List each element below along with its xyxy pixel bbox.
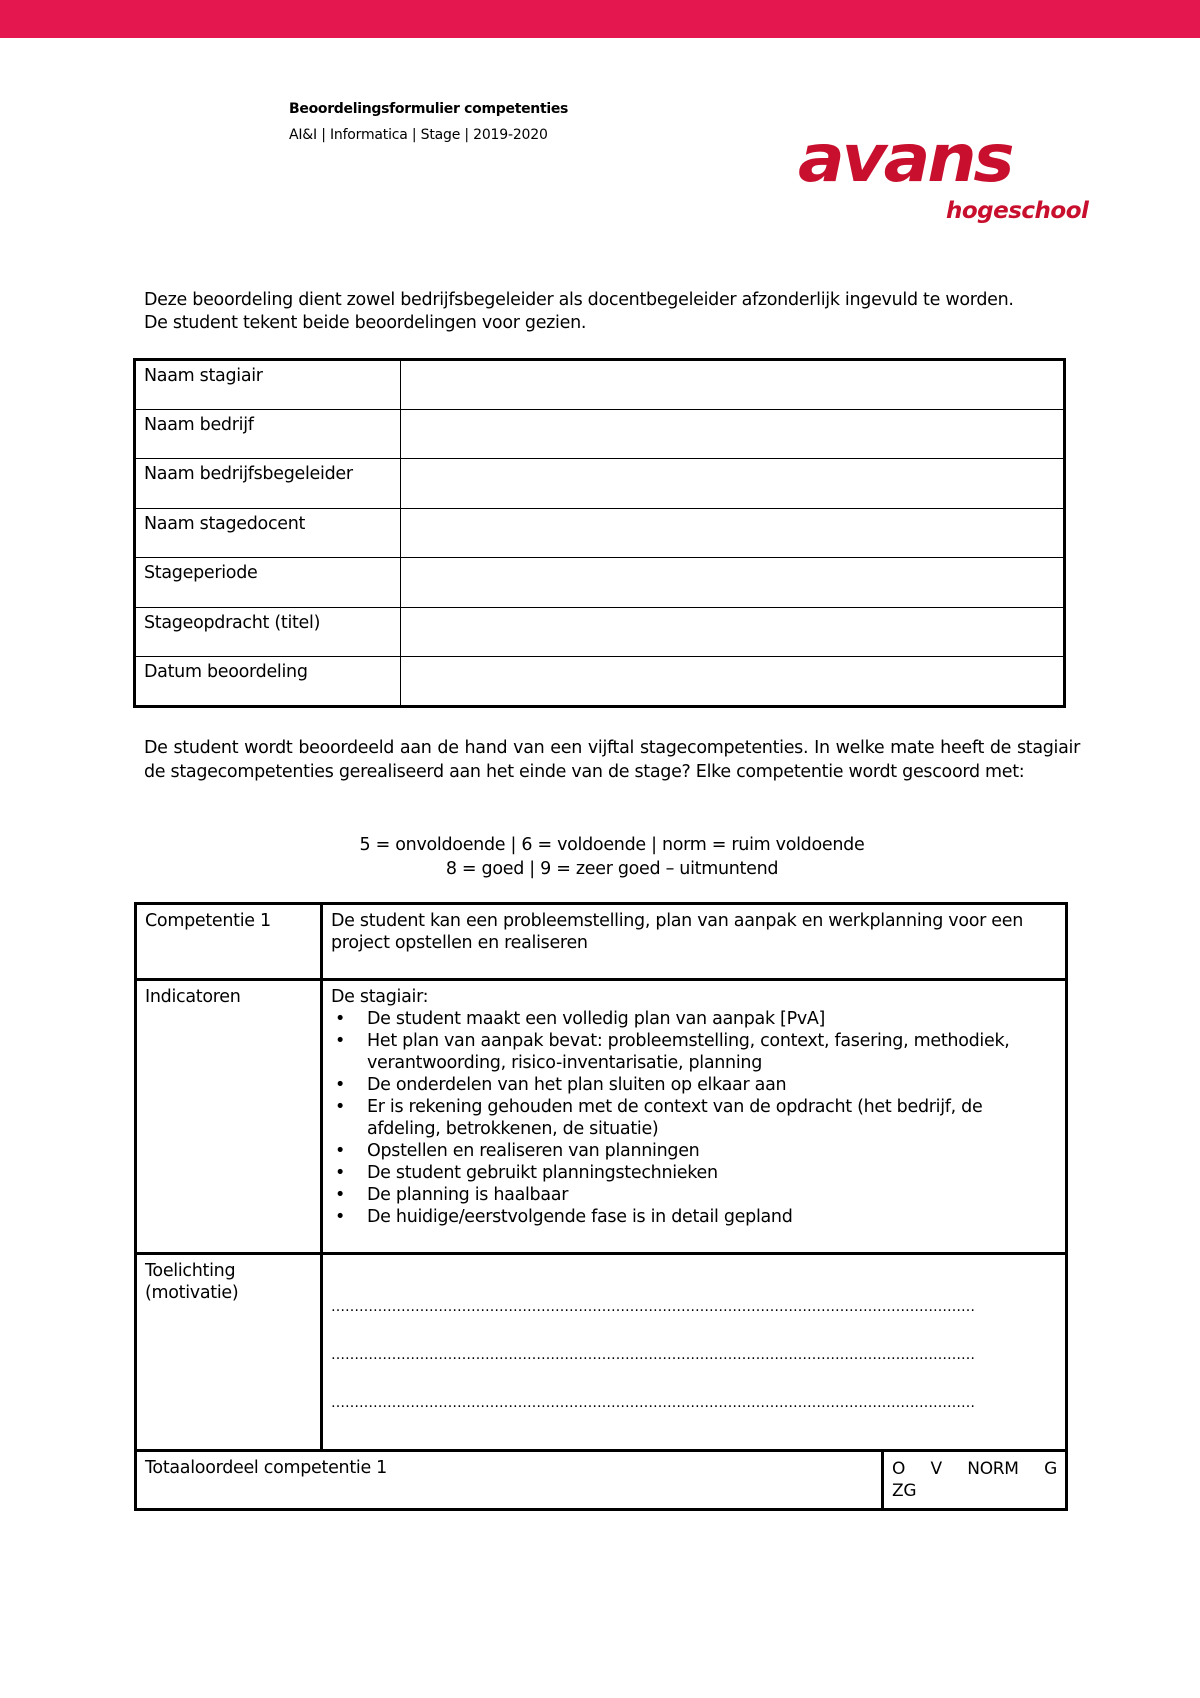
toelichting-row [136, 1254, 1067, 1451]
dotted-line: ………………………………………………………………………………………………………………………… [331, 1395, 975, 1411]
info-label: Stageopdracht (titel) [135, 607, 401, 657]
logo-wordmark: avans [798, 120, 1012, 197]
score-option-zg[interactable]: ZG [892, 1481, 917, 1501]
info-label: Naam stagedocent [135, 508, 401, 558]
info-row [135, 607, 1065, 657]
indicator-item: • De huidige/eerstvolgende fase is in detail gepland [331, 1206, 1057, 1228]
dotted-lines [331, 1283, 975, 1427]
info-value-field[interactable] [401, 360, 1065, 410]
avans-logo [798, 120, 1089, 240]
indicator-item: • De onderdelen van het plan sluiten op elkaar aan [331, 1074, 1057, 1096]
competence-label: Competentie 1 [136, 904, 322, 980]
info-row [135, 459, 1065, 509]
intro-line-1: Deze beoordeling dient zowel bedrijfsbegeleider als docentbegeleider afzonderlijk ingevuld te worden. [144, 290, 1014, 310]
info-value-field[interactable] [401, 657, 1065, 707]
student-info-table [133, 358, 1066, 708]
indicator-item: • Er is rekening gehouden met de context van de opdracht (het bedrijf, de afdeling, betrokkenen, de situatie) [331, 1096, 1057, 1140]
document-title: Beoordelingsformulier competenties [289, 101, 569, 117]
brand-header-bar [0, 0, 1200, 38]
info-row [135, 508, 1065, 558]
indicator-item: • Het plan van aanpak bevat: probleemstelling, context, fasering, methodiek, verantwoording, risico-inventarisatie, planning [331, 1030, 1057, 1074]
info-row [135, 657, 1065, 707]
info-value-field[interactable] [401, 409, 1065, 459]
competence-table [134, 902, 1068, 1511]
info-value-field[interactable] [401, 459, 1065, 509]
info-value-field[interactable] [401, 508, 1065, 558]
info-label: Datum beoordeling [135, 657, 401, 707]
indicators-label: Indicatoren [136, 980, 322, 1254]
info-label: Naam bedrijfsbegeleider [135, 459, 401, 509]
logo-subtitle: hogeschool [946, 198, 1089, 224]
assessment-explanation: De student wordt beoordeeld aan de hand van een vijftal stagecompetenties. In welke mate heeft de stagiair de stagecompetenties gerealiseerd aan het einde van de stage? Elke competentie wordt gescoord met: [144, 738, 1080, 782]
info-label: Stageperiode [135, 558, 401, 608]
total-label: Totaaloordeel competentie 1 [136, 1451, 883, 1510]
indicator-item: • De student maakt een volledig plan van aanpak [PvA] [331, 1008, 1057, 1030]
intro-line-2: De student tekent beide beoordelingen voor gezien. [144, 313, 587, 333]
info-value-field[interactable] [401, 558, 1065, 608]
toelichting-field[interactable] [322, 1254, 1067, 1451]
score-option-g[interactable]: G [1044, 1459, 1057, 1479]
score-option-v[interactable]: V [930, 1459, 942, 1479]
score-options [883, 1451, 1067, 1510]
grading-scale-line-2: 8 = goed | 9 = zeer goed – uitmuntend [445, 859, 779, 879]
indicator-item: • De student gebruikt planningstechnieken [331, 1162, 1057, 1184]
score-option-o[interactable]: O [892, 1459, 906, 1479]
total-row [136, 1451, 1067, 1510]
info-value-field[interactable] [401, 607, 1065, 657]
info-label: Naam bedrijf [135, 409, 401, 459]
competence-description: De student kan een probleemstelling, plan van aanpak en werkplanning voor een project opstellen en realiseren [322, 904, 1067, 980]
grading-scale-line-1: 5 = onvoldoende | 6 = voldoende | norm = ruim voldoende [359, 835, 865, 855]
indicator-item: • Opstellen en realiseren van planningen [331, 1140, 1057, 1162]
dotted-line: ………………………………………………………………………………………………………………………… [331, 1299, 975, 1315]
indicators-row [136, 980, 1067, 1254]
grading-scale [144, 833, 1080, 881]
indicators-list [331, 1008, 1057, 1228]
info-row [135, 360, 1065, 410]
document-subtitle: AI&I | Informatica | Stage | 2019-2020 [289, 127, 548, 143]
intro-text [144, 289, 1084, 335]
indicators-intro: De stagiair: [331, 987, 429, 1007]
competence-row [136, 904, 1067, 980]
score-options-row [892, 1458, 1057, 1480]
info-row [135, 409, 1065, 459]
score-option-norm[interactable]: NORM [967, 1459, 1019, 1479]
info-label: Naam stagiair [135, 360, 401, 410]
score-options-wrap [892, 1480, 1057, 1502]
toelichting-label: Toelichting (motivatie) [136, 1254, 322, 1451]
dotted-line: ………………………………………………………………………………………………………………………… [331, 1347, 975, 1363]
indicators-cell [322, 980, 1067, 1254]
info-row [135, 558, 1065, 608]
indicator-item: • De planning is haalbaar [331, 1184, 1057, 1206]
